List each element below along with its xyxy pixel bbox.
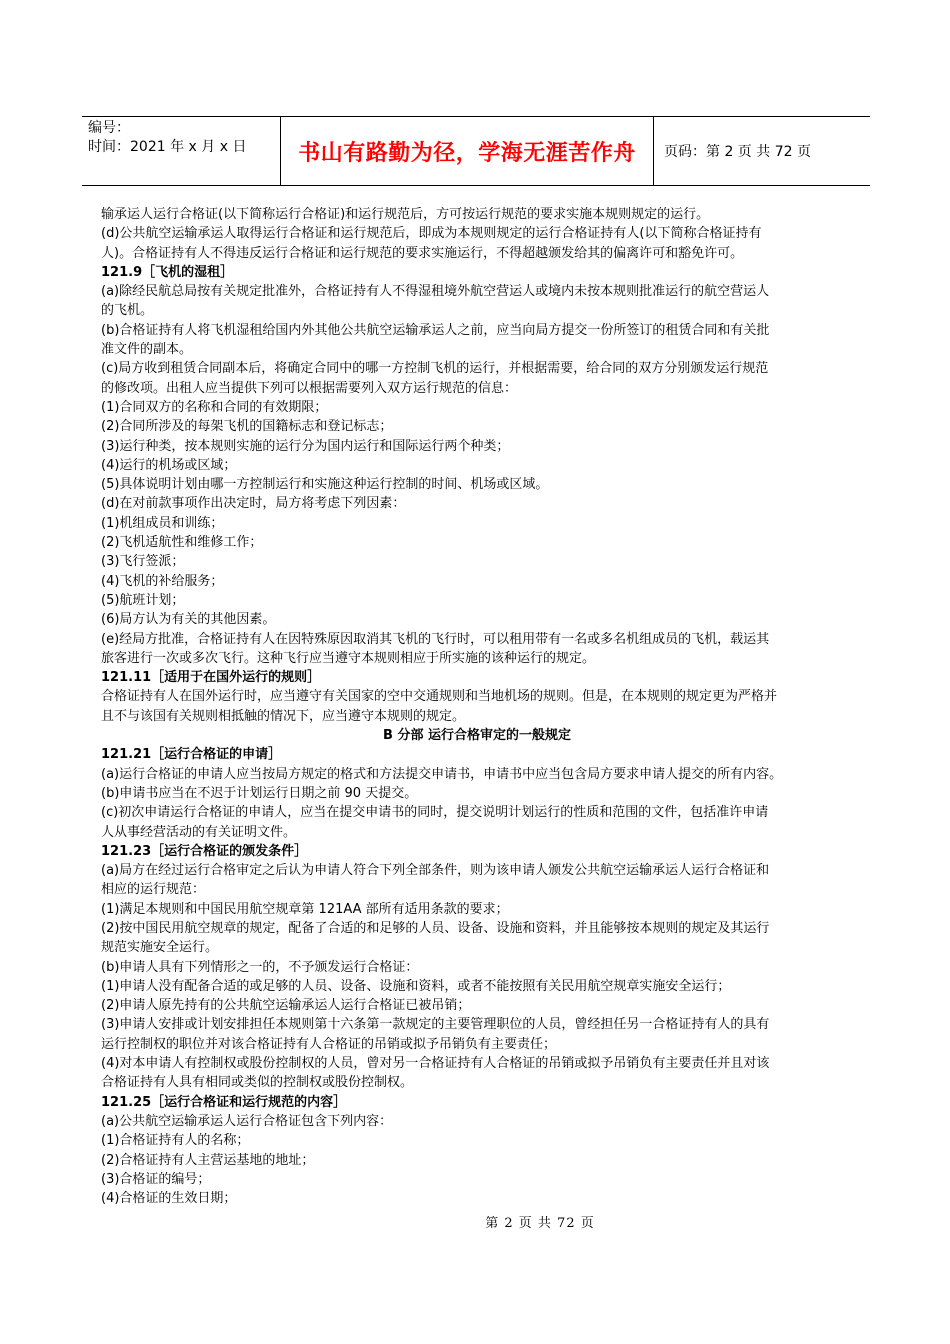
body-text-line: (4)运行的机场或区域； (101, 457, 237, 473)
body-text-line: (5)航班计划； (101, 592, 185, 608)
body-text-line: (5)具体说明计划由哪一方控制运行和实施这种运行控制的时间、机场或区域。 (101, 477, 549, 493)
body-text-line: 旅客进行一次或多次飞行。这种飞行应当遵守本规则相应于所实施的该种运行的规定。 (101, 650, 596, 666)
body-text-line: (1)合格证持有人的名称； (101, 1133, 250, 1149)
body-text-line: 相应的运行规范： (101, 882, 206, 898)
body-text-line: (1)申请人没有配备合适的或足够的人员、设备、设施和资料，或者不能按照有关民用航空规章实施安全运行； (101, 978, 731, 994)
section-heading: 121.23［运行合格证的颁发条件］ (101, 843, 308, 859)
body-text-line: (a)运行合格证的申请人应当按局方规定的格式和方法提交申请书，申请书中应当包含局方要求申请人提交的所有内容。 (101, 766, 783, 782)
body-text-line: (c)初次申请运行合格证的申请人，应当在提交申请书的同时，提交说明计划运行的性质和范围的文件，包括准许申请 (101, 805, 769, 821)
body-text-line: 输承运人运行合格证(以下简称运行合格证)和运行规范后，方可按运行规范的要求实施本规则规定的运行。 (101, 207, 710, 222)
body-text-line: (3)合格证的编号； (101, 1171, 211, 1187)
body-text-line: (2)合同所涉及的每架飞机的国籍标志和登记标志； (101, 419, 393, 435)
body-text-line: (1)合同双方的名称和合同的有效期限； (101, 399, 328, 415)
section-heading: 121.11［适用于在国外运行的规则］ (101, 670, 321, 686)
body-text-line: 的修改项。出租人应当提供下列可以根据需要列入双方运行规范的信息： (101, 380, 518, 396)
body-text-line: 规范实施安全运行。 (101, 940, 219, 956)
body-text-line: (d)公共航空运输承运人取得运行合格证和运行规范后，即成为本规则规定的运行合格证持有人(以下简称合格证持有 (101, 226, 762, 242)
body-text-line: (3)运行种类，按本规则实施的运行分为国内运行和国际运行两个种类； (101, 438, 510, 454)
document-body (101, 205, 853, 1208)
body-text-line: 人)。合格证持有人不得违反运行合格证和运行规范的要求实施运行，不得超越颁发给其的偏离许可和豁免许可。 (101, 245, 744, 261)
body-text-line: (c)局方收到租赁合同副本后，将确定合同中的哪一方控制飞机的运行，并根据需要，给合同的双方分别颁发运行规范 (101, 361, 769, 377)
body-text-line: (e)经局方批准，合格证持有人在因特殊原因取消其飞机的飞行时，可以租用带有一名或多名机组成员的飞机，载运其 (101, 631, 770, 647)
body-text-line: (3)申请人安排或计划安排担任本规则第十六条第一款规定的主要管理职位的人员，曾经担任另一合格证持有人的具有 (101, 1017, 770, 1033)
body-text-line: 准文件的副本。 (101, 342, 193, 358)
body-text-line: (1)机组成员和训练； (101, 515, 224, 531)
body-text-line: (a)除经民航总局按有关规定批准外，合格证持有人不得湿租境外航空营运人或境内未按本规则批准运行的航空营运人 (101, 284, 770, 300)
document-time-label: 时间：2021 年 x 月 x 日 (88, 139, 247, 155)
body-text-line: (d)在对前款事项作出决定时，局方将考虑下列因素： (101, 496, 406, 512)
body-text-line: 且不与该国有关规则相抵触的情况下，应当遵守本规则的规定。 (101, 708, 466, 724)
body-text-line: (b)申请人具有下列情形之一的，不予颁发运行合格证： (101, 959, 419, 975)
section-heading: 121.25［运行合格证和运行规范的内容］ (101, 1094, 347, 1110)
body-text-line: 合格证持有人具有相同或类似的控制权或股份控制权。 (101, 1075, 414, 1091)
part-heading: B 分部 运行合格审定的一般规定 (383, 728, 571, 744)
body-text-line: (4)飞机的补给服务； (101, 573, 224, 589)
body-text-line: (a)局方在经过运行合格审定之后认为申请人符合下列全部条件，则为该申请人颁发公共航空运输承运人运行合格证和 (101, 863, 770, 879)
header-motto: 书山有路勤为径，学海无涯苦作舟 (281, 117, 654, 185)
body-text-line: (6)局方认为有关的其他因素。 (101, 612, 276, 628)
body-text-line: (1)满足本规则和中国民用航空规章第 121AA 部所有适用条款的要求； (101, 901, 509, 917)
section-heading: 121.21［运行合格证的申请］ (101, 747, 282, 763)
body-text-line: (b)申请书应当在不迟于计划运行日期之前 90 天提交。 (101, 785, 418, 801)
body-text-line: (2)按中国民用航空规章的规定，配备了合适的和足够的人员、设备、设施和资料，并且能够按本规则的规定及其运行 (101, 920, 770, 936)
body-text-line: 合格证持有人在国外运行时，应当遵守有关国家的空中交通规则和当地机场的规则。但是，在本规则的规定更为严格并 (101, 689, 778, 705)
body-text-line: 的飞机。 (101, 303, 154, 319)
header-meta-cell (82, 117, 281, 185)
body-text-line: (4)合格证的生效日期； (101, 1191, 237, 1207)
header-page-info: 页码：第 2 页 共 72 页 (664, 144, 811, 160)
body-text-line: (2)合格证持有人主营运基地的地址； (101, 1152, 315, 1168)
page-footer: 第 2 页 共 72 页 (485, 1216, 595, 1231)
body-text-line: (4)对本申请人有控制权或股份控制权的人员，曾对另一合格证持有人合格证的吊销或拟予吊销负有主要责任并且对该 (101, 1056, 770, 1072)
document-header (82, 116, 870, 186)
section-heading: 121.9［飞机的湿租］ (101, 264, 234, 280)
body-text-line: (2)申请人原先持有的公共航空运输承运人运行合格证已被吊销； (101, 998, 471, 1014)
body-text-line: (2)飞机适航性和维修工作； (101, 535, 263, 551)
body-text-line: 运行控制权的职位并对该合格证持有人合格证的吊销或拟予吊销负有主要责任； (101, 1036, 557, 1052)
document-number-label: 编号： (88, 120, 130, 136)
body-text-line: (3)飞行签派； (101, 554, 185, 570)
body-text-line: 人从事经营活动的有关证明文件。 (101, 824, 297, 840)
body-text-line: (b)合格证持有人将飞机湿租给国内外其他公共航空运输承运人之前，应当向局方提交一份所签订的租赁合同和有关批 (101, 322, 770, 338)
body-text-line: (a)公共航空运输承运人运行合格证包含下列内容： (101, 1113, 393, 1129)
